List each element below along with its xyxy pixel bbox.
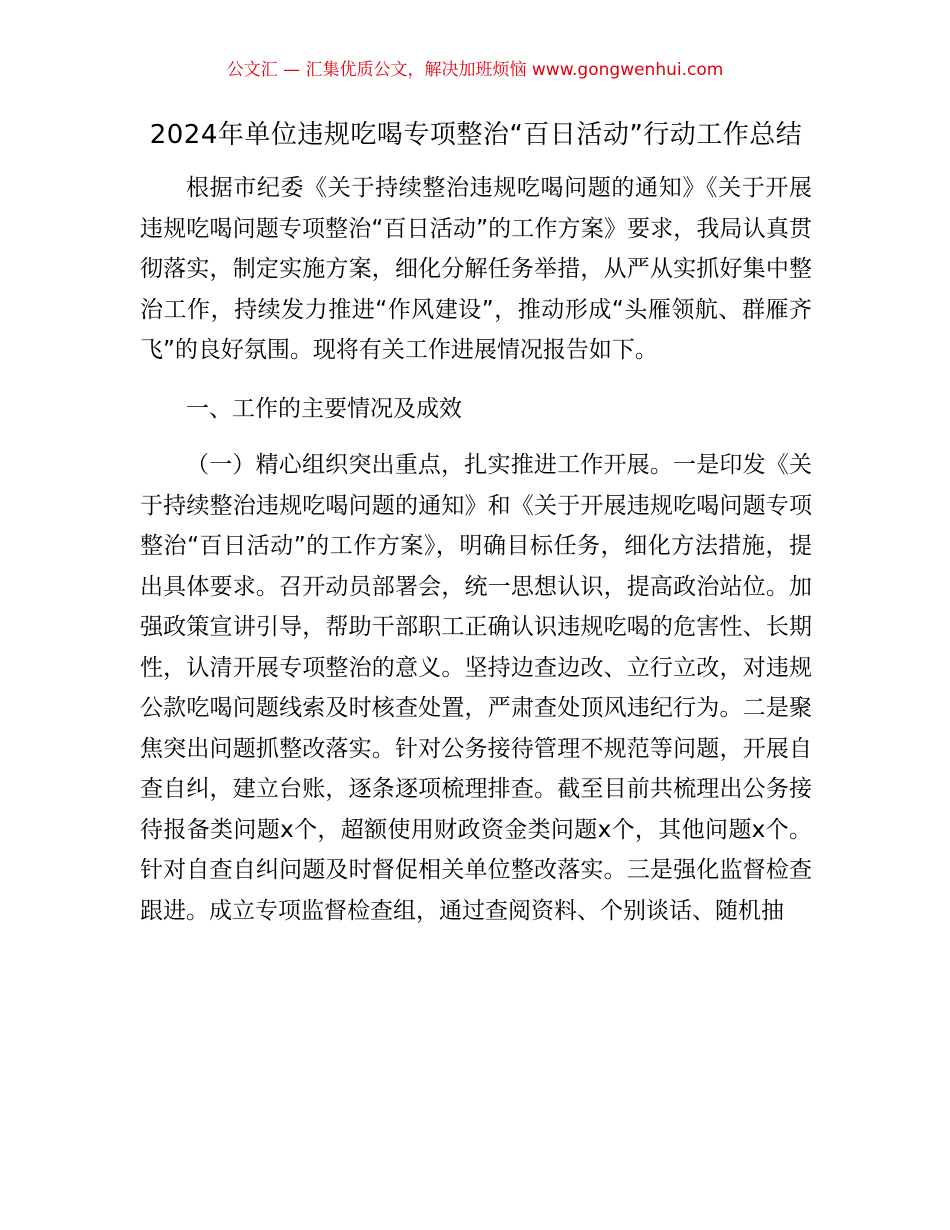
intro-paragraph: 根据市纪委《关于持续整治违规吃喝问题的通知》《关于开展违规吃喝问题专项整治“百日活动”的工作方案》要求，我局认真贯彻落实，制定实施方案，细化分解任务举措，从严从实抓好集中整治工作，持续发力推进“作风建设”，推动形成“头雁领航、群雁齐飞”的良好氛围。现将有关工作进展情况报告如下。: [140, 175, 812, 363]
site-banner: 公文汇 — 汇集优质公文，解决加班烦恼 www.gongwenhui.com: [226, 60, 724, 80]
section-paragraph: （一）精心组织突出重点，扎实推进工作开展。一是印发《关于持续整治违规吃喝问题的通知》和《关于开展违规吃喝问题专项整治“百日活动”的工作方案》，明确目标任务，细化方法措施，提出具体要求。召开动员部署会，统一思想认识，提高政治站位。加强政策宣讲引导，帮助干部职工正确认识违规吃喝的危害性、长期性，认清开展专项整治的意义。坚持边查边改、立行立改，对违规公款吃喝问题线索及时核查处置，严肃查处顶风违纪行为。二是聚焦突出问题抓整改落实。针对公务接待管理不规范等问题，开展自查自纠，建立台账，逐条逐项梳理排查。截至目前共梳理出公务接待报备类问题x个，超额使用财政资金类问题x个，其他问题x个。针对自查自纠问题及时督促相关单位整改落实。三是强化监督检查跟进。成立专项监督检查组，通过查阅资料、个别谈话、随机抽: [140, 452, 812, 924]
document-body: [140, 114, 812, 931]
document-title: 2024年单位违规吃喝专项整治“百日活动”行动工作总结: [149, 120, 803, 150]
section-heading: 一、工作的主要情况及成效: [186, 395, 462, 422]
